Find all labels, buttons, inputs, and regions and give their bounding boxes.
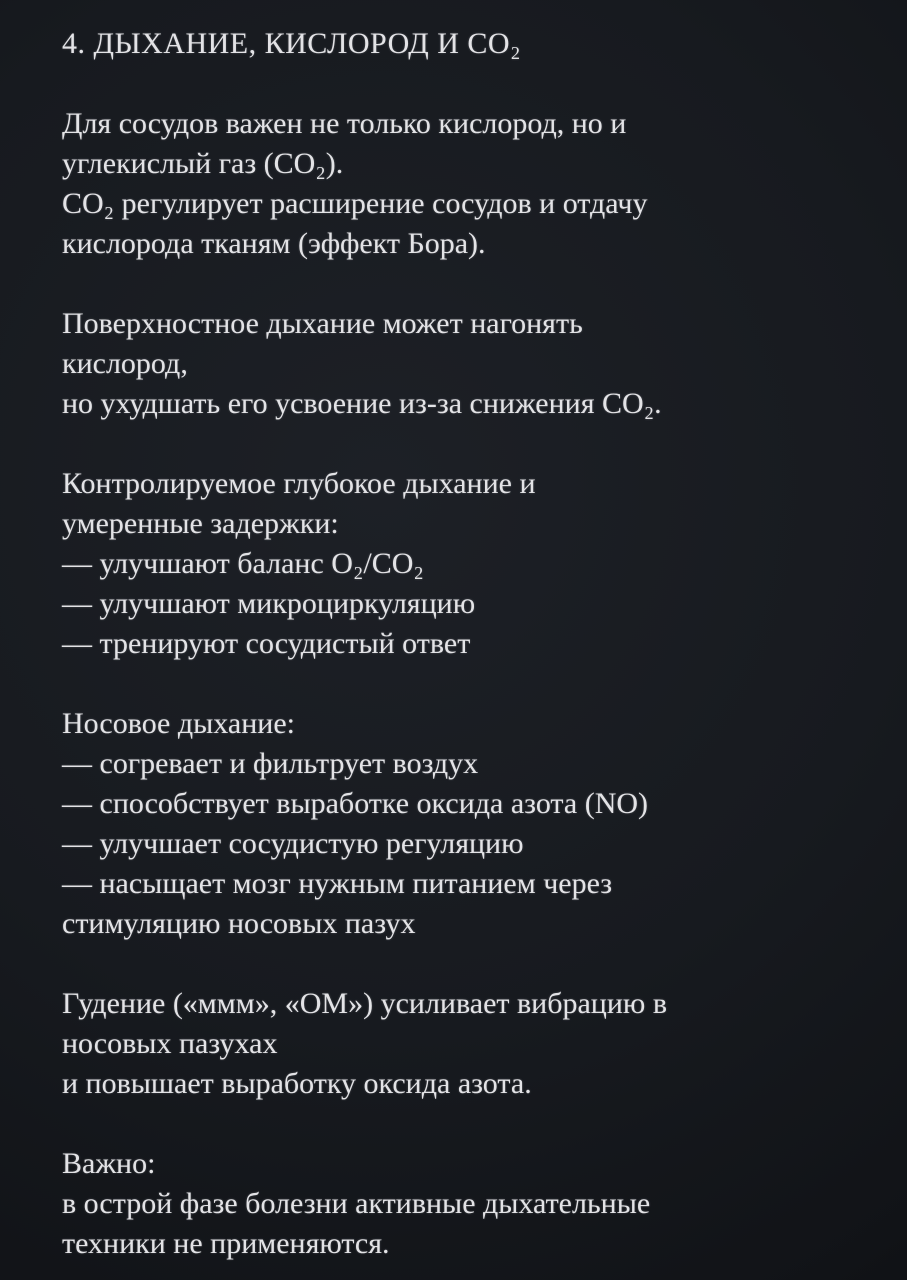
paragraph-important-note bbox=[62, 1144, 862, 1264]
bullet-line: — тренируют сосудистый ответ bbox=[62, 627, 471, 660]
paragraph-shallow-breathing bbox=[62, 304, 862, 424]
text-line: Носовое дыхание: bbox=[62, 707, 295, 740]
bullet-line: — способствует выработке оксида азота (NO) bbox=[62, 787, 649, 820]
text-line: и повышает выработку оксида азота. bbox=[62, 1067, 532, 1100]
paragraph-controlled-deep-breathing bbox=[62, 464, 862, 664]
text-line: носовых пазухах bbox=[62, 1027, 278, 1060]
bullet-line: — насыщает мозг нужным питанием через bbox=[62, 867, 613, 900]
text-line: техники не применяются. bbox=[62, 1227, 390, 1260]
paragraph-vessels-need-co2 bbox=[62, 104, 862, 264]
text-line: углекислый газ (CO₂). bbox=[62, 147, 344, 180]
text-line: умеренные задержки: bbox=[62, 507, 339, 540]
page-title: 4. ДЫХАНИЕ, КИСЛОРОД И CO₂ bbox=[62, 27, 522, 60]
bullet-line: — улучшают микроциркуляцию bbox=[62, 587, 476, 620]
text-line: кислорода тканям (эффект Бора). bbox=[62, 227, 486, 260]
paragraph-humming bbox=[62, 984, 862, 1104]
text-line: но ухудшать его усвоение из-за снижения CO₂. bbox=[62, 387, 662, 420]
text-line: стимуляцию носовых пазух bbox=[62, 907, 416, 940]
text-line: CO₂ регулирует расширение сосудов и отдачу bbox=[62, 187, 648, 220]
paragraph-nasal-breathing bbox=[62, 704, 862, 944]
bullet-line: — улучшает сосудистую регуляцию bbox=[62, 827, 524, 860]
text-line: Важно: bbox=[62, 1147, 156, 1180]
bullet-line: — улучшают баланс O₂/CO₂ bbox=[62, 547, 424, 580]
bullet-line: — согревает и фильтрует воздух bbox=[62, 747, 479, 780]
text-line: Поверхностное дыхание может нагонять bbox=[62, 307, 583, 340]
text-line: кислород, bbox=[62, 347, 188, 380]
text-line: Гудение («ммм», «ОМ») усиливает вибрацию в bbox=[62, 987, 667, 1020]
text-line: в острой фазе болезни активные дыхательные bbox=[62, 1187, 651, 1220]
text-line: Контролируемое глубокое дыхание и bbox=[62, 467, 536, 500]
text-line: Для сосудов важен не только кислород, но и bbox=[62, 107, 627, 140]
